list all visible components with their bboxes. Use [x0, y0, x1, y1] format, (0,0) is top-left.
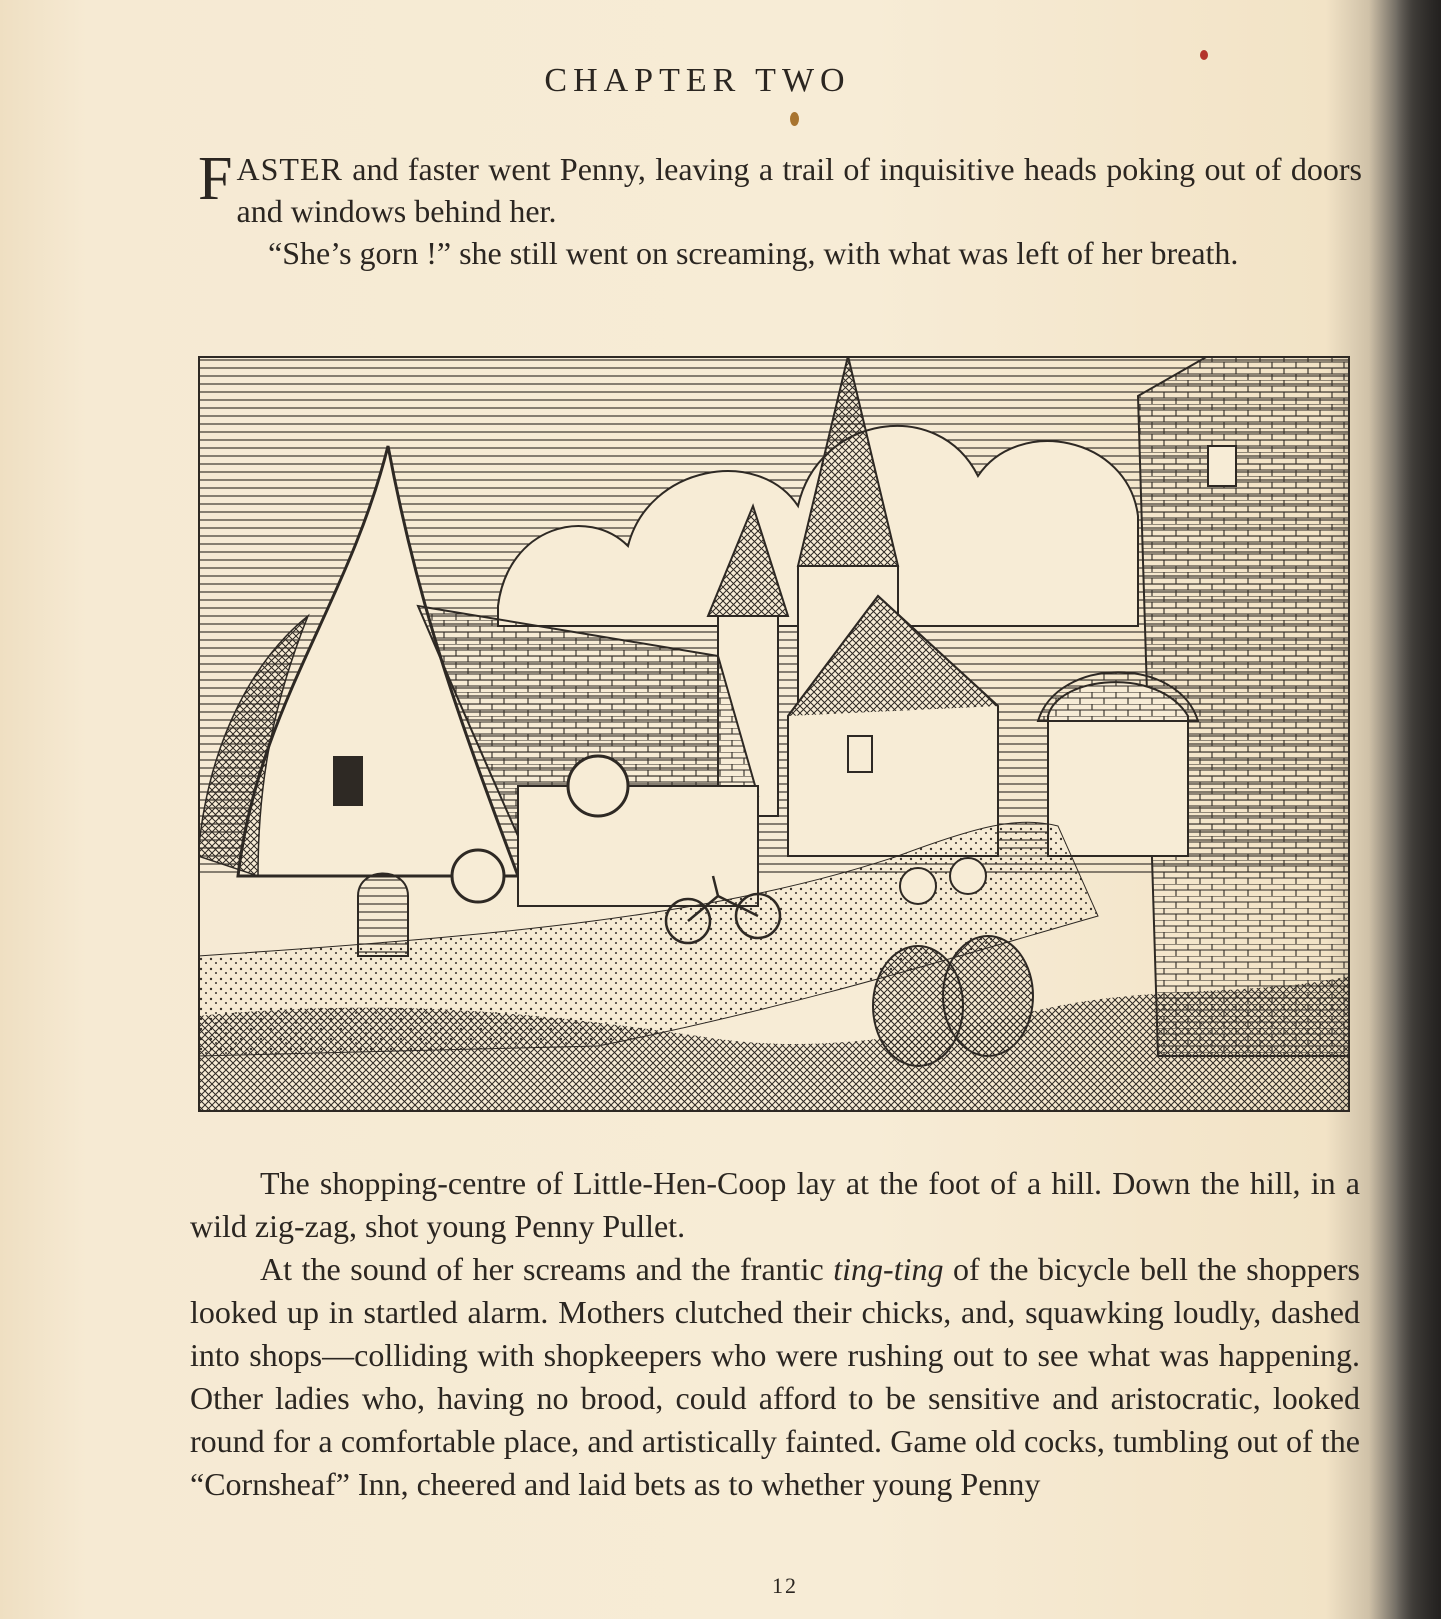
paragraph: The shopping-centre of Little-Hen-Coop lay at the foot of a hill. Down the hill, in a wild zig-zag, shot young Penny Pullet.: [190, 1165, 1360, 1244]
inn-sign: [333, 756, 363, 806]
round-window: [452, 850, 504, 902]
oval-window: [568, 756, 628, 816]
cottage-wing: [518, 786, 758, 906]
drop-cap: F: [198, 145, 233, 213]
opening-paragraph: [198, 145, 1362, 232]
body-text: [190, 1162, 1360, 1506]
opening-body: and faster went Penny, leaving a trail of inquisitive heads poking out of doors and windows behind her.: [236, 151, 1362, 229]
ink-speck: [1200, 50, 1208, 60]
page-number: 12: [772, 1573, 798, 1598]
ink-speck: [790, 112, 799, 126]
tower-window: [1208, 446, 1236, 486]
house-window: [848, 736, 872, 772]
chapter-title: CHAPTER TWO: [544, 62, 851, 99]
bell-text-before: At the sound of her screams and the frantic: [260, 1251, 834, 1287]
paragraph: “She’s gorn !” she still went on screaming, with what was left of her breath.: [268, 235, 1239, 271]
village-street-illustration: [198, 356, 1350, 1112]
opening-text: [198, 145, 1362, 274]
bell-text-after: of the bicycle bell the shoppers looked up in startled alarm. Mothers clutched their chicks, and, squawking loudly, dashed into shops—colliding with shopkeepers who were rushing out to see what was happening. Other ladies who, having no brood, could afford to be sensitive and aristocratic, looked round for a comfortable place, and artistically fainted. Game old cocks, tumbling out of the “Cornsheaf” Inn, cheered and laid bets as to whether young Penny: [190, 1251, 1361, 1502]
page-gutter-shadow: [1397, 0, 1441, 1619]
opening-lead: ASTER: [236, 151, 343, 187]
bell-sound: ting-ting: [833, 1251, 944, 1287]
paragraph: [190, 1248, 1360, 1506]
